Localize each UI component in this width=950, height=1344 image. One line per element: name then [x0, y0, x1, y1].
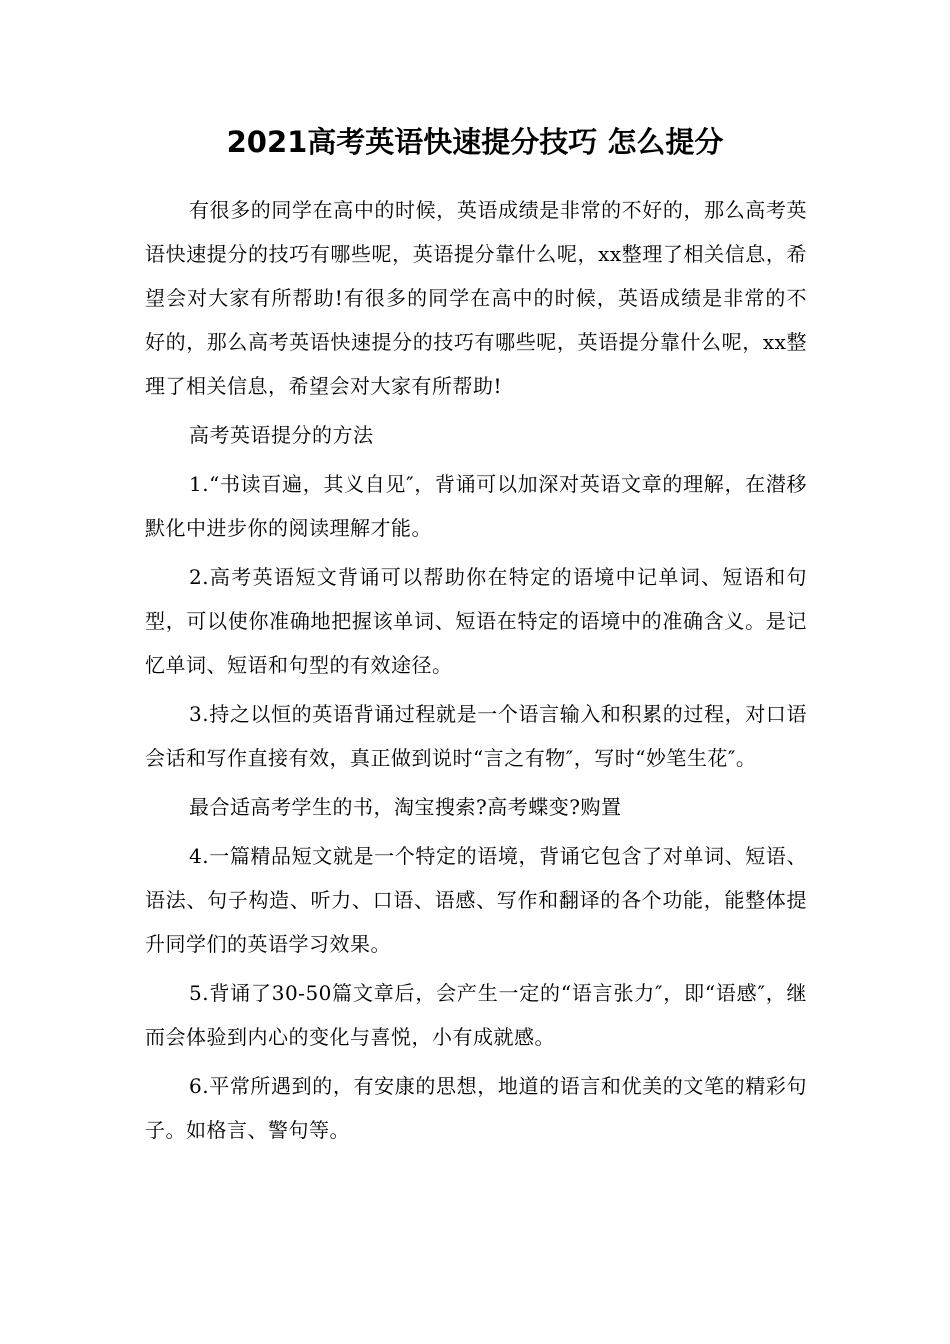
intro-paragraph: 有很多的同学在高中的时候，英语成绩是非常的不好的，那么高考英语快速提分的技巧有哪些呢，英语提分靠什么呢，xx整理了相关信息，希望会对大家有所帮助!有很多的同学在高中的时候，英语成绩是非常的不好的，那么高考英语快速提分的技巧有哪些呢，英语提分靠什么呢，xx整理了相关信息，希望会对大家有所帮助! — [145, 198, 807, 398]
method-item-4: 4.一篇精品短文就是一个特定的语境，背诵它包含了对单词、短语、语法、句子构造、听力、口语、语感、写作和翻译的各个功能，能整体提升同学们的英语学习效果。 — [145, 844, 807, 956]
section-heading: 高考英语提分的方法 — [189, 423, 374, 447]
method-item-5: 5.背诵了30-50篇文章后，会产生一定的“语言张力″，即“语感″，继而会体验到内心的变化与喜悦，小有成就感。 — [145, 981, 807, 1049]
method-item-2: 2.高考英语短文背诵可以帮助你在特定的语境中记单词、短语和句型，可以使你准确地把握该单词、短语在特定的语境中的准确含义。是记忆单词、短语和句型的有效途径。 — [145, 565, 807, 677]
method-item-3: 3.持之以恒的英语背诵过程就是一个语言输入和积累的过程，对口语会话和写作直接有效，真正做到说时“言之有物″，写时“妙笔生花″。 — [145, 702, 807, 770]
method-item-6: 6.平常所遇到的，有安康的思想，地道的语言和优美的文笔的精彩句子。如格言、警句等。 — [145, 1074, 807, 1142]
method-item-1: 1.“书读百遍，其义自见″，背诵可以加深对英语文章的理解，在潜移默化中进步你的阅读理解才能。 — [145, 472, 807, 540]
document-body — [145, 188, 807, 1157]
document-title: 2021高考英语快速提分技巧 怎么提分 — [226, 125, 724, 159]
book-recommendation: 最合适高考学生的书，淘宝搜索?高考蝶变?购置 — [189, 795, 622, 819]
